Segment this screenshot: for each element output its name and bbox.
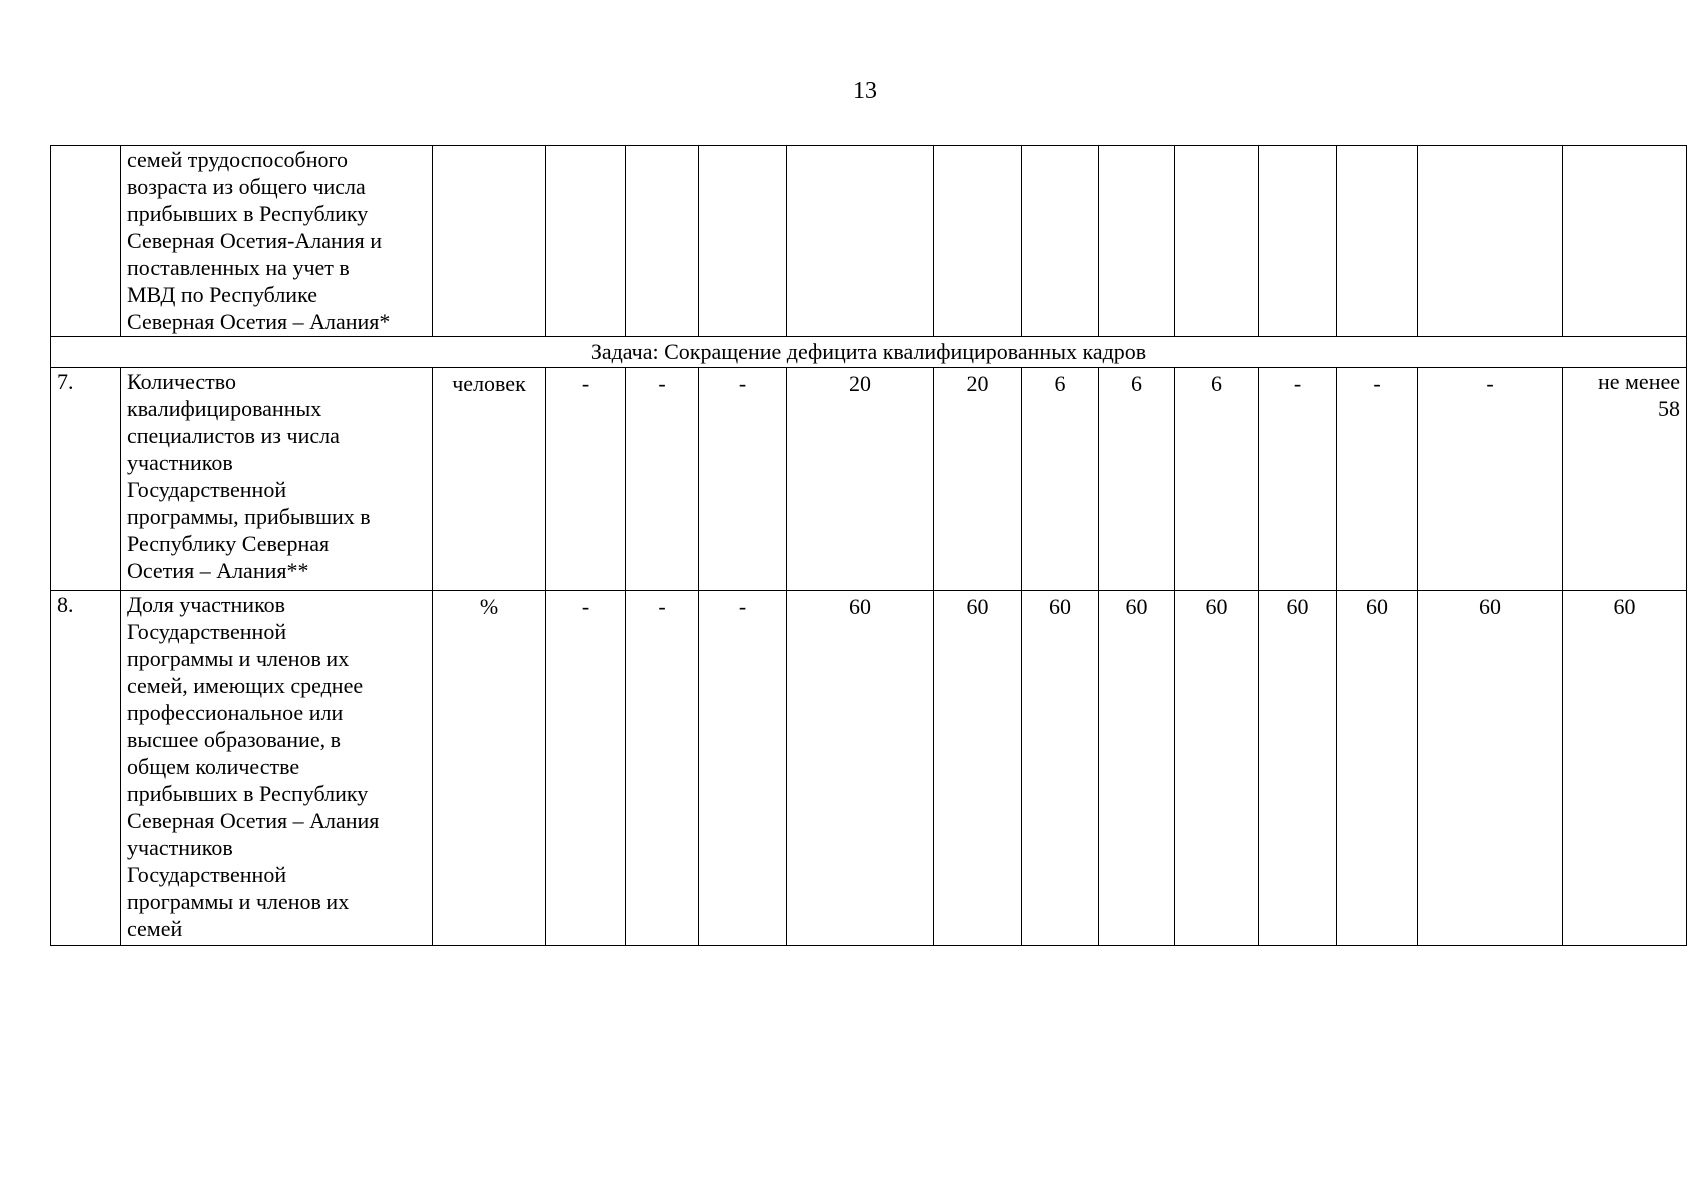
value-cell: 60 (1418, 591, 1563, 946)
description-line: Северная Осетия – Алания* (127, 309, 391, 334)
value-cell: 60 (1337, 591, 1418, 946)
row-number: 7. (51, 368, 121, 591)
description-line: участников (127, 835, 233, 860)
value-cell: 20 (934, 368, 1022, 591)
description-line: программы, прибывших в (127, 504, 371, 529)
value-cell: 20 (787, 368, 934, 591)
total-cell: 60 (1563, 591, 1687, 946)
task-heading-row (51, 337, 1687, 368)
description-line: Республику Северная (127, 531, 330, 556)
description-line: участников (127, 450, 233, 475)
value-cell: - (1418, 368, 1563, 591)
value-cell: - (1337, 368, 1418, 591)
indicator-description-cell (121, 146, 433, 337)
description-line: Северная Осетия-Алания и (127, 228, 382, 253)
description-line: семей, имеющих среднее (127, 673, 364, 698)
value-cell (1022, 146, 1099, 337)
row-number: 8. (51, 591, 121, 946)
indicator-description-cell (121, 591, 433, 946)
description-line: возраста из общего числа (127, 174, 366, 199)
description-line: прибывших в Республику (127, 781, 369, 806)
unit-cell: человек (433, 368, 546, 591)
value-cell: 60 (787, 591, 934, 946)
value-cell (1099, 146, 1175, 337)
unit-cell (433, 146, 546, 337)
row-number-cell (51, 146, 121, 337)
value-cell: - (699, 368, 787, 591)
value-cell: 6 (1022, 368, 1099, 591)
task-heading: Задача: Сокращение дефицита квалифицированных кадров (51, 337, 1687, 368)
value-cell: - (1259, 368, 1337, 591)
description-line: общем количестве (127, 754, 300, 779)
total-line: не менее (1597, 369, 1680, 394)
value-cell: - (626, 591, 699, 946)
indicator-description-cell (121, 368, 433, 591)
value-cell: 6 (1099, 368, 1175, 591)
value-cell: 60 (934, 591, 1022, 946)
description-line: семей (127, 916, 183, 941)
description-line: Государственной (127, 477, 287, 502)
table-row (51, 368, 1687, 591)
description-line: Государственной (127, 862, 287, 887)
page-number: 13 (853, 78, 877, 104)
value-cell (787, 146, 934, 337)
description-line: профессиональное или (127, 700, 344, 725)
description-line: программы и членов их (127, 889, 350, 914)
description-line: прибывших в Республику (127, 201, 369, 226)
description-line: Осетия – Алания** (127, 558, 309, 583)
value-cell: - (546, 591, 626, 946)
value-cell: 60 (1022, 591, 1099, 946)
value-cell: 60 (1099, 591, 1175, 946)
description-line: Северная Осетия – Алания (127, 808, 380, 833)
value-cell: 6 (1175, 368, 1259, 591)
description-line: квалифицированных (127, 396, 322, 421)
value-cell (699, 146, 787, 337)
value-cell (1337, 146, 1418, 337)
table-row-continuation (51, 146, 1687, 337)
total-cell (1563, 146, 1687, 337)
description-line: специалистов из числа (127, 423, 340, 448)
value-cell (1175, 146, 1259, 337)
value-cell: 60 (1175, 591, 1259, 946)
description-line: Государственной (127, 619, 287, 644)
total-line: 58 (1658, 396, 1680, 421)
value-cell: - (546, 368, 626, 591)
description-line: высшее образование, в (127, 727, 341, 752)
description-line: поставленных на учет в (127, 255, 350, 280)
description-line: программы и членов их (127, 646, 350, 671)
description-line: МВД по Республике (127, 282, 317, 307)
value-cell (1259, 146, 1337, 337)
value-cell (1418, 146, 1563, 337)
value-cell: - (626, 368, 699, 591)
description-line: Доля участников (127, 592, 286, 617)
description-line: Количество (127, 369, 237, 394)
value-cell (546, 146, 626, 337)
value-cell (934, 146, 1022, 337)
unit-cell: % (433, 591, 546, 946)
value-cell (626, 146, 699, 337)
value-cell: - (699, 591, 787, 946)
total-cell (1563, 368, 1687, 591)
value-cell: 60 (1259, 591, 1337, 946)
table-row (51, 591, 1687, 946)
indicators-table (50, 145, 1687, 946)
description-line: семей трудоспособного (127, 147, 348, 172)
